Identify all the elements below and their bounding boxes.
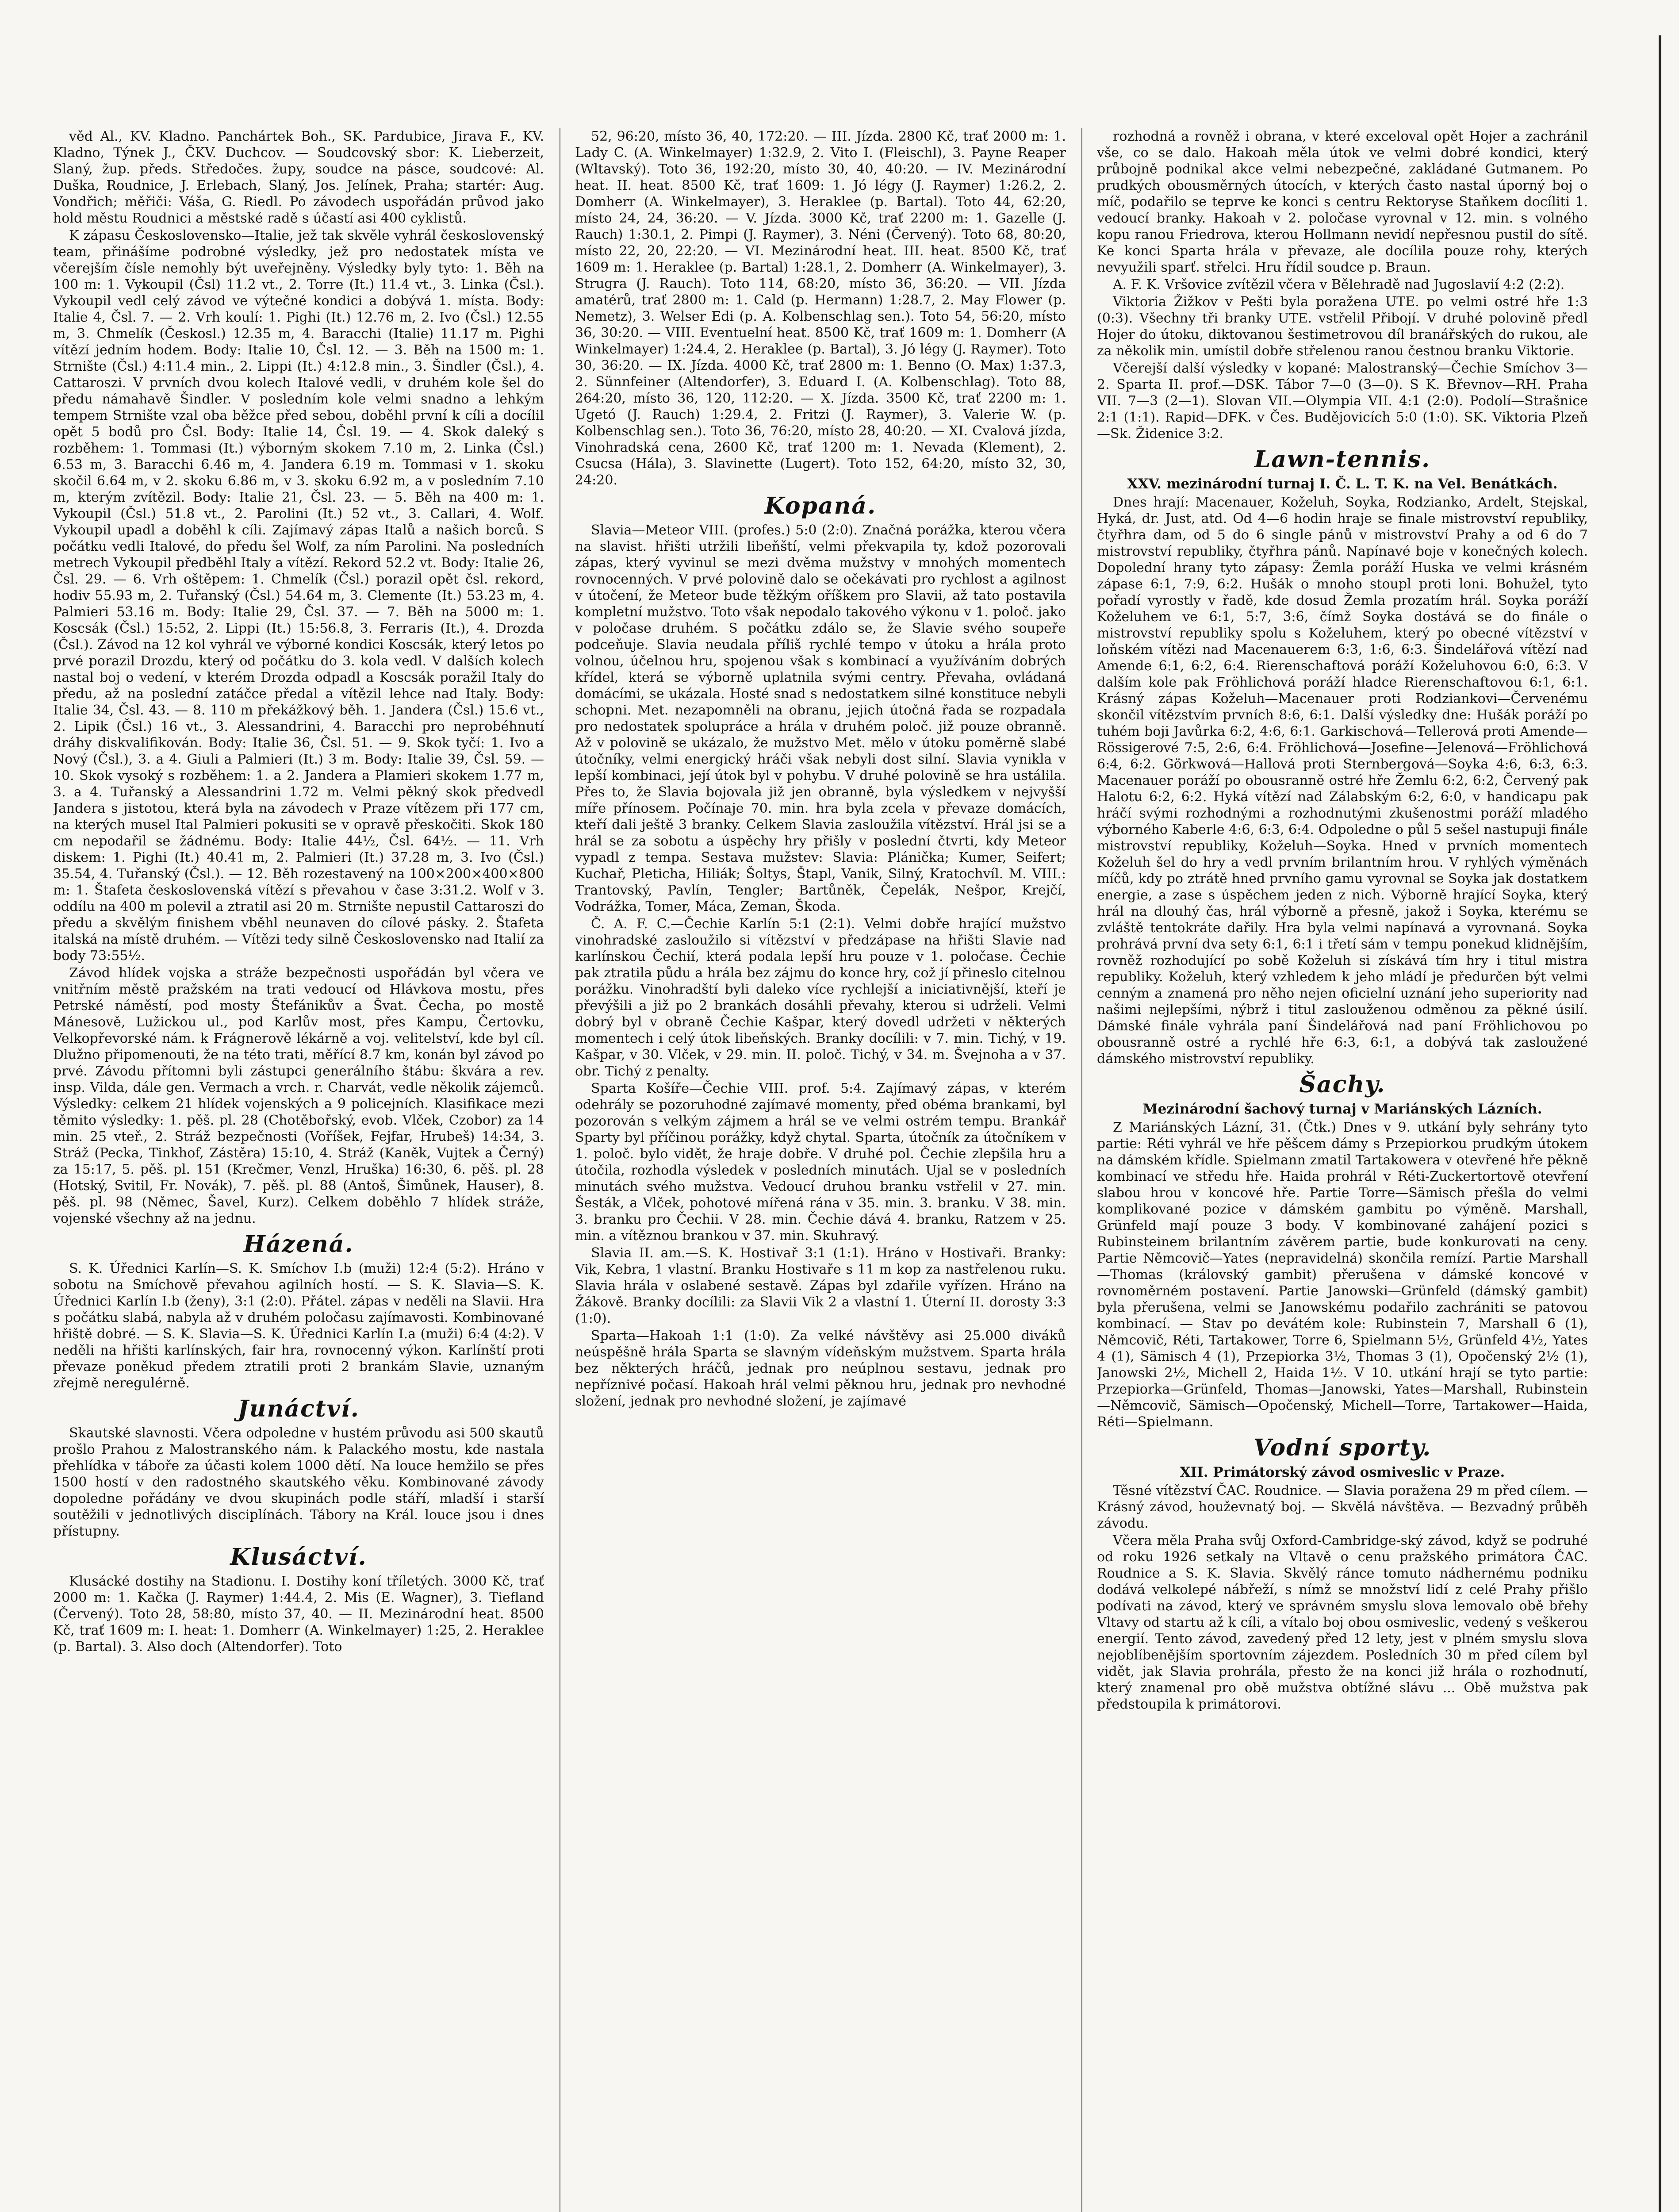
article-paragraph: Slavia II. am.—S. K. Hostivař 3:1 (1:1). Hráno v Hostivaři. Branky: Vik, Kebra, 1 vlastní. Branku Hostivaře s 11 m kop za nastřelenou ruku. Slavia hrála v oslabené sestavě. Zápas byl zdařile vyřízen. Hráno na Žákově. Branky docílili: za Slavii Vik 2 a vlastní 1. Úterní II. dorosty 3:3 (1:0). [575, 1245, 1066, 1326]
section-heading: Šachy. [1299, 1071, 1386, 1098]
article-paragraph: Klusácké dostihy na Stadionu. I. Dostihy koní tříletých. 3000 Kč, trať 2000 m: 1. Kačka (J. Raymer) 1:44.4, 2. Mis (E. Wagner), 3. Tiefland (Červený). Toto 28, 58:80, místo 37, 40. — II. Mezinárodní heat. 8500 Kč, trať 1609 m: I. heat: 1. Domherr (A. Winkelmayer) 1:25, 2. Heraklee (p. Bartal). 3. Also doch (Altendorfer). Toto [53, 1574, 544, 1655]
column-3 [1097, 128, 1588, 2212]
article-paragraph: Závod hlídek vojska a stráže bezpečnosti uspořádán byl včera ve vnitřním městě pražském na trati vedoucí od Hlávkova mostu, přes Petrské náměstí, pod mosty Štefánikův a Švat. Čecha, po mostě Mánesově, Lužickou ul., pod Karlův most, přes Kampu, Čertovku, Velkopřevorské nám. k Frágnerově lékárně a voj. velitelství, kde byl cíl. Dlužno připomenouti, že na této trati, měřící 8.7 km, konán byl závod po prvé. Závodu přítomni byli zástupci generálního štábu: škvára a rev. insp. Vilda, dále gen. Vermach a vrch. r. Charvát, vedle několik zájemců. Výsledky: celkem 21 hlídek vojenských a 9 policejních. Klasifikace mezi těmito výsledky: 1. pěš. pl. 28 (Chotěbořský, evob. Vlček, Czobor) za 14 min. 25 vteř., 2. Stráž bezpečnosti (Voříšek, Fejfar, Hrubeš) 14:34, 3. Stráž (Pecka, Tinkhof, Zástěra) 15:10, 4. Stráž (Kaněk, Vujtek a Černý) za 15:17, 5. pěš. pl. 151 (Krečmer, Venzl, Hruška) 16:30, 6. pěš. pl. 28 (Hotský, Svitil, Fr. Novák), 7. pěš. pl. 88 (Antoš, Šimůnek, Hauser), 8. pěš. pl. 98 (Němec, Šavel, Kurz). Celkem doběhlo 7 hlídek stráže, vojenské všechny až na jednu. [53, 965, 544, 1226]
column-1 [53, 128, 544, 2212]
section-subheading: Mezinárodní šachový turnaj v Mariánských Lázních. [1142, 1101, 1542, 1117]
article-paragraph: Sparta—Hakoah 1:1 (1:0). Za velké návštěvy asi 25.000 diváků neúspěšně hrála Sparta se slavným vídeňským mužstvem. Sparta hrála bez některých hráčů, jednak pro neúplnou sestavu, jednak pro nepříznivé počasí. Hakoah hrál velmi pěknou hru, jednak pro nevhodné složení, jednak pro nevhodné složení, je zajímavé [575, 1328, 1066, 1409]
article-paragraph: Slavia—Meteor VIII. (profes.) 5:0 (2:0). Značná porážka, kterou včera na slavist. hřišti utržili libeňští, velmi překvapila ty, kdož pozorovali zápas, který vyvinul se mezi dvěma mužstvy v mnohých momentech rovnocenných. V prvé polovině dalo se očekávati pro rychlost a agilnost v útočení, že Meteor bude těžkým oříškem pro Slavii, až tato postavila kompletní mužstvo. Toto však nepodalo takového výkonu v 1. poloč. jako v poločase druhém. S počátku zdálo se, že Slavie svého soupeře podceňuje. Slavia neudala příliš rychlé tempo v útoku a hrála proto volnou, účelnou hru, spojenou však s kombinací a využíváním dobrých křídel, která se výborně uplatnila svými centry. Převaha, ovládaná domácími, se ukázala. Hosté snad s nedostatkem silné konstituce nebyli schopni. Met. nezapomněli na obranu, jejich útočná řada se rozpadala pro nedostatek spolupráce a hrála v druhém poloč. již pouze obranně. Až v polovině se ukázalo, že mužstvo Met. mělo v útoku poměrně slabé útočníky, velmi energický hráči však nebyli dost silní. Slavia vynikla v lepší kombinaci, její útok byl v pohybu. V druhé polovině se hra ustálila. Přes to, že Slavia bojovala již jen obranně, byla výsledkem v nejvyšší míře přínosem. Počínaje 70. min. hra byla zcela v převaze domácích, kteří dali ještě 3 branky. Celkem Slavia zasloužila vítězství. Hrál jsi se a hrál se za sobotu a úspěchy hry přišly v poslední čtvrti, kdy Meteor vypadl z tempa. Sestava mužstev: Slavia: Plánička; Kumer, Seifert; Kuchař, Pleticha, Hiliák; Šoltys, Štapl, Vanik, Silný, Kratochvíl. M. VIII.: Trantovský, Pavlín, Tengler; Bartůněk, Čepelák, Nešpor, Krejčí, Vodrážka, Tomer, Máca, Zeman, Škoda. [575, 522, 1066, 914]
newspaper-page [53, 128, 1588, 2212]
article-paragraph: K zápasu Československo—Italie, jež tak skvěle vyhrál československý team, přinášíme podrobné výsledky, jež pro nedostatek místa ve včerejším čísle nemohly být uveřejněny. Výsledky byly tyto: 1. Běh na 100 m: 1. Vykoupil (Čsl) 11.2 vt., 2. Torre (It.) 11.4 vt., 3. Linka (Čsl.). Vykoupil vedl celý závod ve výtečné kondici a dobývá 1. místa. Body: Italie 4, Čsl. 7. — 2. Vrh koulí: 1. Pighi (It.) 12.76 m, 2. Ivo (Čsl.) 12.55 m, 3. Chmelík (Českosl.) 12.35 m, 4. Baracchi (Italie) 11.17 m. Pighi vítězí jedním hodem. Body: Italie 10, Čsl. 12. — 3. Běh na 1500 m: 1. Strnište (Čsl.) 4:11.4 min., 2. Lippi (It.) 4:12.8 min., 3. Šindler (Čsl.), 4. Cattaroszi. V prvních dvou kolech Italové vedli, v druhém kole šel do předu námahavě Šindler. V posledním kole velmi snadno a lehkým tempem Strnište vzal oba běžce před sebou, doběhl první k cíli a docílil opět 5 bodů pro Čsl. Body: Italie 14, Čsl. 19. — 4. Skok daleký s rozběhem: 1. Tommasi (It.) výborným skokem 7.10 m, 2. Linka (Čsl.) 6.53 m, 3. Baracchi 6.46 m, 4. Jandera 6.19 m. Tommasi v 1. skoku skočil 6.64 m, v 2. skoku 6.86 m, v 3. skoku 6.92 m, a v posledním 7.10 m, kterým zvítězil. Body: Italie 21, Čsl. 23. — 5. Běh na 400 m: 1. Vykoupil (Čsl.) 51.8 vt., 2. Parolini (It.) 52 vt., 3. Callari, 4. Wolf. Vykoupil upadl a doběhl k cíli. Zajímavý zápas Italů a našich borců. S počátku vedli Italové, do předu šel Wolf, za ním Parolini. Na posledních metrech Vykoupil předběhl Italy a vítězí. Rekord 52.2 vt. Body: Italie 26, Čsl. 29. — 6. Vrh oštěpem: 1. Chmelík (Čsl.) porazil opět čsl. rekord, hodiv 55.93 m, 2. Tuřanský (Čsl.) 54.64 m, 3. Clemente (It.) 53.23 m, 4. Palmieri 53.16 m. Body: Italie 29, Čsl. 37. — 7. Běh na 5000 m: 1. Koscsák (Čsl.) 15:52, 2. Lippi (It.) 15:56.8, 3. Ferraris (It.), 4. Drozda (Čsl.). Závod na 12 kol vyhrál ve výborné kondici Koscsák, který letos po prvé porazil Drozdu, který od počátku do 3. kola vedl. V dalších kolech nastal boj o vedení, v kterém Drozda odpadl a Koscsák poražil Italy do předu, až na poslední zatáčce předal a vítězil lehce nad Italy. Body: Italie 34, Čsl. 43. — 8. 110 m překážkový běh. 1. Jandera (Čsl.) 15.6 vt., 2. Lipik (Čsl.) 16 vt., 3. Alessandrini, 4. Baracchi pro neprobéhnutí dráhy diskvalifikován. Body: Italie 36, Čsl. 51. — 9. Skok tyčí: 1. Ivo a Nový (Čsl.), 3. a 4. Giuli a Palmieri (It.) 3 m. Body: Italie 39, Čsl. 59. — 10. Skok vysoký s rozběhem: 1. a 2. Jandera a Plamieri skokem 1.77 m, 3. a 4. Tuřanský a Alessandrini 1.72 m. Velmi pěkný skok předvedl Jandera s jistotou, která byla na závodech v Praze vítězem při 177 cm, na kterých musel Ital Palmieri pokusiti se v opravě přeskočiti. Skok 180 cm nepodařil se žádnému. Body: Italie 44½, Čsl. 64½. — 11. Vrh diskem: 1. Pighi (It.) 40.41 m, 2. Palmieri (It.) 37.28 m, 3. Ivo (Čsl.) 35.54, 4. Tuřanský (Čsl.). — 12. Běh rozestavený na 100×200×400×800 m: 1. Štafeta československá vítězí s převahou v čase 3:31.2. Wolf v 3. oddílu na 400 m polevil a ztratil asi 20 m. Strnište nepustil Cattaroszi do předu a skvělým finishem vběhl neunaven do cílové pásky. 2. Štafeta italská na místě druhém. — Vítězi tedy silně Československo nad Italií za body 73:55½. [53, 228, 544, 964]
article-paragraph: Č. A. F. C.—Čechie Karlín 5:1 (2:1). Velmi dobře hrající mužstvo vinohradské zasloužilo si vítězství v předzápase na hřišti Slavie nad karlínskou Čechií, která podala lepší hru pouze v 1. poločase. Čechie pak ztratila půdu a hrála bez zájmu do konce hry, což jí přineslo citelnou porážku. Vinohradští byli daleko více rychlejší a iniciativnější, kteří je převýšili a již po 2 brankách dosáhli převahy, kterou si udrželi. Velmi dobrý byl v obraně Čechie Kašpar, který dovedl udržeti v některých momentech i celý útok libeňských. Branky docílili: v 7. min. Tichý, v 19. Kašpar, v 30. Vlček, v 29. min. II. poloč. Tichý, v 34. m. Švejnoha a v 37. obr. Tichý z penalty. [575, 916, 1066, 1079]
article-paragraph: Skautské slavnosti. Včera odpoledne v hustém průvodu asi 500 skautů prošlo Prahou z Malostranského nám. k Palackého mostu, kde nastala přehlídka v táboře za účasti kolem 1000 dětí. Na louce hemžilo se přes 1500 hostí v den radostného skautského věku. Kombinované závody dopoledne pořádány ve dvou skupinách podle stáří, mladší i starší soutěžili v jednotlivých disciplínách. Tábory na Král. louce jsou i dnes přístupny. [53, 1425, 544, 1539]
article-paragraph: rozhodná a rovněž i obrana, v které exceloval opět Hojer a zachránil vše, co se dalo. Hakoah měla útok ve velmi dobré kondici, který průbojně podnikal akce velmi nebezpečné, zakládané Gutmanem. Po prudkých obousměrných útocích, v kterých často nastal úporný boj o míč, podařilo se teprve ke konci s centru Rektoryse Staňkem docíliti 1. vedoucí branky. Hakoah v 2. poločase vyrovnal v 12. min. s volného kopu ranou Friedrova, kterou Hollmann nevidí nepřesnou pustil do sítě. Ke konci Sparta hrála v převaze, ale docílila pouze rohy, kterých nevyužili sparť. střelci. Hru řídil soudce p. Braun. [1097, 129, 1588, 275]
article-paragraph: S. K. Úřednici Karlín—S. K. Smíchov I.b (muži) 12:4 (5:2). Hráno v sobotu na Smíchově převahou agilních hostí. — S. K. Slavia—S. K. Úřednici Karlín I.b (ženy), 3:1 (2:0). Přátel. zápas v neděli na Slavii. Hra s počátku slabá, nabyla až v druhém poločasu zajímavosti. Kombinované hřiště dobré. — S. K. Slavia—S. K. Úřednici Karlín I.a (muži) 6:4 (4:2). V neděli na hřišti karlínských, fair hra, rovnocenný výkon. Karlínští proti převaze poněkud předem ztratili proti 2 brankám Slavie, uznaným zřejmě neregulérně. [53, 1261, 544, 1391]
article-paragraph: věd Al., KV. Kladno. Panchártek Boh., SK. Pardubice, Jirava F., KV. Kladno, Týnek J., ČKV. Duchcov. — Soudcovský sbor: K. Lieberzeit, Slaný, žup. předs. Středočes. župy, soudce na pásce, soudcové: Al. Duška, Roudnice, J. Erlebach, Slaný, Jos. Jelínek, Praha; startér: Aug. Vondřich; měřiči: Váša, G. Riedl. Po závodech uspořádán průvod jako hold městu Roudnici a městské radě s účastí asi 400 cyklistů. [53, 129, 544, 226]
article-paragraph: Z Mariánských Lázní, 31. (Čtk.) Dnes v 9. utkání byly sehrány tyto partie: Réti vyhrál ve hře pěšcem dámy s Przepiorkou prudkým útokem na dámském křídle. Spielmann zmatil Tartakowera v otevřené hře pěkně kombinací ve středu hře. Haida prohrál v Réti-Zuckertortově otevření slabou hrou v koncové hře. Partie Torre—Sämisch přešla do velmi komplikované pozice v dámském gambitu po výměně. Marshall, Grünfeld mají pouze 3 body. V kombinované zahájení pozici s Rubinsteinem brilantním závěrem partie, bude konkurovati na ceny. Partie Němcovič—Yates (nepravidelná) skončila remízí. Partie Marshall—Thomas (královský gambit) přerušena v dámské koncové v rovnoměrném postavení. Partie Janowski—Grünfeld (dámský gambit) byla přerušena, velmi se Janowskému podařilo zachrániti se patovou kombinací. — Stav po devátém kole: Rubinstein 7, Marshall 6 (1), Němcovič, Réti, Tartakower, Torre 6, Spielmann 5½, Grünfeld 4½, Yates 4 (1), Sämisch 4 (1), Przepiorka 3½, Thomas 3 (1), Opočenský 2½ (1), Janowski 2½, Michell 2, Haida 1½. V 10. utkání hrají se tyto partie: Przepiorka—Grünfeld, Thomas—Janowski, Yates—Marshall, Rubinstein—Němcovič, Sämisch—Opočenský, Michell—Torre, Tartakower—Haida, Réti—Spielmann. [1097, 1120, 1588, 1430]
section-heading: Vodní sporty. [1253, 1434, 1432, 1461]
page-edge-line [1659, 35, 1661, 2212]
article-paragraph: Sparta Košíře—Čechie VIII. prof. 5:4. Zajímavý zápas, v kterém odehrály se pozoruhodné zajímavé momenty, před obéma brankami, byl pozorován s velkým zájmem a hrál se ve velmi ostrém tempu. Brankář Sparty byl příčinou porážky, když chytal. Sparta, útočník za útočníkem v 1. poloč. bylo vidět, že hraje dobře. V druhé pol. Čechie zlepšila hru a útočila, rozhodla výsledek v posledních minutách. Ujal se v posledních minutách svého mužstva. Vedoucí druhou branku vstřelil v 27. min. Šesták, a Vlček, pohotové mířená rána v 35. min. 3. branku. V 38. min. 3. branku pro Čechii. V 28. min. Čechie dává 4. branku, Ratzem v 25. min. a vítěznou brankou v 37. min. Skuhravý. [575, 1081, 1066, 1244]
article-paragraph: Dnes hrají: Macenauer, Koželuh, Soyka, Rodzianko, Ardelt, Stejskal, Hyká, dr. Just, atd. Od 4—6 hodin hraje se finale mistrovství republiky, čtyřhra dam, od 5 do 6 single pánů v mistrovství Prahy a od 6 do 7 mistrovství republiky, čtyřhra pánů. Napínavé boje v konečných kolech. Dopolední hrany tyto zápasy: Žemla poráží Huska ve velmi krásném zápase 6:1, 7:9, 6:2. Hušák o mnoho stoupl proti loni. Bohužel, tyto pořadí vyrostly v řadě, kde dosud Žemla prozatím hrál. Soyka poráží Koželuhem ve 6:1, 5:7, 3:6, čímž Soyka dostává se do finále o mistrovství republiky spolu s Koželuhem, který po obecné vítězství v loňském vítězi nad Macenauerem 6:3, 1:6, 6:3. Šindelářová vítězí nad Amende 6:1, 6:2, 6:4. Rierenschaftová poráží Koželuhovou 6:0, 6:3. V dalším kole pak Fröhlichová poráží hladce Rierenschaftovou 6:1, 6:1. Krásný zápas Koželuh—Macenauer proti Rodziankovi—Červenému skončil vítězstvím prvních 8:6, 6:1. Další výsledky dne: Hušák poráží po tuhém boji Javůrka 6:2, 4:6, 6:1. Garkischová—Tellerová proti Amende—Rössigerové 7:5, 2:6, 6:4. Fröhlichová—Josefine—Jelenová—Fröhlichová 6:4, 6:2. Görkwová—Hallová proti Sternbergová—Soyka 4:6, 6:3, 6:3. Macenauer poráží po obousranně ostré hře Žemlu 6:2, 6:2, Červený pak Halotu 6:2, 6:2. Hyká vítězí nad Zálabským 6:2, 6:0, v handicapu pak hráčí svými rozhodnými a rozhodnutými zkušenostmi poráží mladého výborného Kaberle 4:6, 6:3, 6:4. Odpoledne o půl 5 sešel nastupuji finále mistrovství republiky, Koželuh—Soyka. Hned v prvních momentech Koželuh šel do hry a vedl prvním brilantním hrou. V ryhlých výměnách míčů, kdy po ztrátě hned prvního gamu vyrovnal se Soyka jak dostatkem energie, a zase s úspěchem jeden z nich. Výborně hrající Soyka, který hrál na dlouhý čas, hrál výborně a přesně, jakož i Soyka, kterému se zvláště tentokráte dařily. Hra byla velmi napínavá a vyrovnaná. Soyka prohrává první dva sety 6:1, 6:1 i třetí sám v tempu ponekud klidnějším, rovněž rozhodující po sobě Koželuh si získává tím hry i titul mistra republiky. Koželuh, který vzhledem k jeho mládí je předurčen být velmi cenným a znamená pro něho nejen oficielní uznání jeho superiority nad našimi nejlepšími, nýbrž i titul zaslouženou odměnou za pěkné úsilí. Dámské finále vyhrála paní Šindelářová nad paní Fröhlichovou po obousranně ostré a rychlé hře 6:3, 6:1, a dobývá tak zasloužené dámského mistrovství republiky. [1097, 495, 1588, 1067]
section-heading: Lawn-tennis. [1254, 446, 1431, 473]
section-subheading: XII. Primátorský závod osmiveslic v Praze. [1180, 1464, 1505, 1480]
article-paragraph: Včerejší další výsledky v kopané: Malostranský—Čechie Smíchov 3—2. Sparta II. prof.—DSK. Tábor 7—0 (3—0). S K. Břevnov—RH. Praha VII. 7—3 (2—1). Slovan VII.—Olympia VII. 4:1 (2:0). Podolí—Strašnice 2:1 (1:1). Rapid—DFK. v Čes. Budějovicích 5:0 (1:0). SK. Viktoria Plzeň—Sk. Židenice 3:2. [1097, 361, 1588, 442]
column-2 [575, 128, 1066, 2212]
section-subheading: XXV. mezinárodní turnaj I. Č. L. T. K. na Vel. Benátkách. [1127, 476, 1558, 492]
article-paragraph: Těsné vítězství ČAC. Roudnice. — Slavia poražena 29 m před cílem. — Krásný závod, houževnatý boj. — Skvělá návštěva. — Bezvadný průběh závodu. [1097, 1483, 1588, 1531]
section-heading: Házená. [243, 1231, 354, 1258]
article-paragraph: Včera měla Praha svůj Oxford-Cambridge-ský závod, když se podruhé od roku 1926 setkaly na Vltavě o cenu pražského primátora ČAC. Roudnice a S. K. Slavia. Skvělý ránce tomuto nádhernému podniku dodává velkolepé nábřeží, s nímž se množství lidí z celé Prahy přišlo podívati na závod, který ve správném smyslu slova lemovalo obě břehy Vltavy od startu až k cíli, a vítalo boj obou osmiveslic, vedený s veškerou energií. Tento závod, zavedený před 12 lety, jest v plném smyslu slova nejoblíbenějším sportovním zájezdem. Posledních 30 m před cílem byl vidět, jak Slavia prohrála, přesto že na konci již hrála o rozhodnutí, který znamenal pro obě mužstva obtížné slávu ... Obě mužstva pak předstoupila k primátorovi. [1097, 1533, 1588, 1712]
section-heading: Junáctví. [238, 1395, 360, 1422]
section-heading: Klusáctví. [230, 1544, 367, 1571]
section-heading: Kopaná. [764, 492, 877, 519]
article-paragraph: A. F. K. Vršovice zvítězil včera v Bělehradě nad Jugoslavií 4:2 (2:2). [1113, 277, 1565, 292]
column-rule [1081, 128, 1082, 2212]
article-paragraph: Viktoria Žižkov v Pešti byla poražena UTE. po velmi ostré hře 1:3 (0:3). Všechny tři branky UTE. vstřelil Přibojí. V druhé polovině předl Hojer do útoku, diktovanou šestimetrovou díl branářských do rukou, ale za několik min. umístil dobře střelenou ranou čestnou branku Viktorie. [1097, 294, 1588, 359]
article-paragraph: 52, 96:20, místo 36, 40, 172:20. — III. Jízda. 2800 Kč, trať 2000 m: 1. Lady C. (A. Winkelmayer) 1:32.9, 2. Vito I. (Fleischl), 3. Payne Reaper (Wltavský). Toto 36, 192:20, místo 30, 40, 40:20. — IV. Mezinárodní heat. II. heat. 8500 Kč, trať 1609: 1. Jó légy (J. Raymer) 1:26.2, 2. Domherr (A. Winkelmayer), 3. Heraklee (p. Bartal). Toto 44, 62:20, místo 24, 24, 36:20. — V. Jízda. 3000 Kč, trať 2200 m: 1. Gazelle (J. Rauch) 1:30.1, 2. Pimpi (J. Raymer), 3. Néni (Červený). Toto 68, 80:20, místo 22, 20, 22:20. — VI. Mezinárodní heat. III. heat. 8500 Kč, trať 1609 m: 1. Heraklee (p. Bartal) 1:28.1, 2. Domherr (A. Winkelmayer), 3. Strugra (J. Rauch). Toto 114, 68:20, místo 36, 36:20. — VII. Jízda amatérů, trať 2800 m: 1. Cald (p. Hermann) 1:28.7, 2. May Flower (p. Nemetz), 3. Welser Edi (p. A. Kolbenschlag sen.). Toto 54, 56:20, místo 36, 30:20. — VIII. Eventuelní heat. 8500 Kč, trať 1609 m: 1. Domherr (A Winkelmayer) 1:24.4, 2. Heraklee (p. Bartal), 3. Jó légy (J. Raymer). Toto 30, 36:20. — IX. Jízda. 4000 Kč, trať 2800 m: 1. Benno (O. Max) 1:37.3, 2. Sünnfeiner (Altendorfer), 3. Eduard I. (A. Kolbenschlag). Toto 88, 264:20, místo 36, 120, 112:20. — X. Jízda. 3500 Kč, trať 2200 m: 1. Ugetó (J. Rauch) 1:29.4, 2. Fritzi (J. Raymer), 3. Valerie W. (p. Kolbenschlag sen.). Toto 36, 76:20, místo 28, 40:20. — XI. Cvalová jízda, Vinohradská cena, 2600 Kč, trať 1200 m: 1. Nevada (Klement), 2. Csucsa (Hála), 3. Slavinette (Lugert). Toto 152, 64:20, místo 32, 30, 24:20. [575, 129, 1066, 488]
